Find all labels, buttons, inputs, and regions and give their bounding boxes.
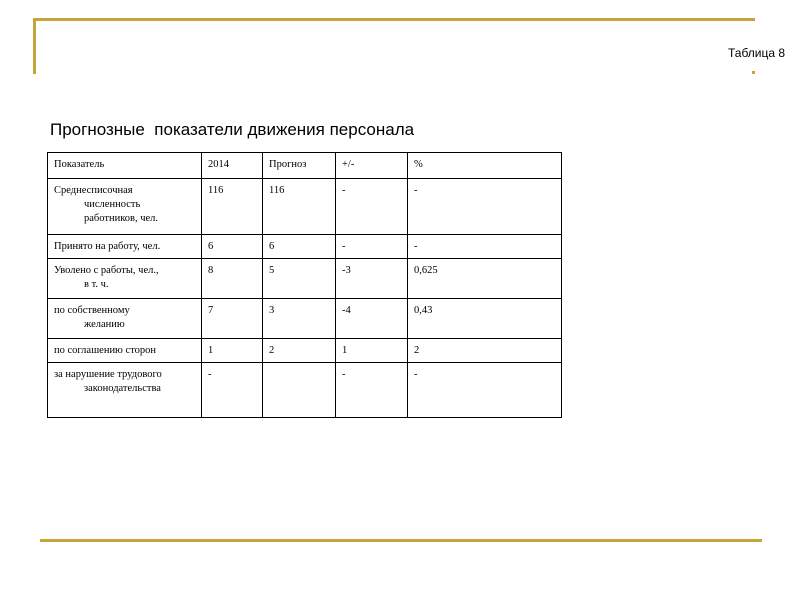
data-table bbox=[47, 152, 562, 418]
cell-delta: -4 bbox=[336, 299, 408, 339]
table-header-row bbox=[48, 153, 562, 179]
row-label-rest: в т. ч. bbox=[84, 279, 109, 290]
header-cell-indicator: Показатель bbox=[48, 153, 202, 179]
header-cell-delta: +/- bbox=[336, 153, 408, 179]
cell-forecast: 3 bbox=[263, 299, 336, 339]
row-label-first: по соглашению сторон bbox=[54, 345, 157, 356]
cell-percent: 2 bbox=[408, 339, 562, 363]
cell-2014: 8 bbox=[202, 259, 263, 299]
row-label-first: по собственному bbox=[54, 305, 130, 316]
table-row bbox=[48, 259, 562, 299]
row-label-rest: желанию bbox=[84, 319, 125, 330]
cell-percent: - bbox=[408, 179, 562, 235]
row-label-first: Уволено с работы, чел., bbox=[54, 265, 159, 276]
row-label-first: Принято на работу, чел. bbox=[54, 241, 161, 252]
cell-2014: 116 bbox=[202, 179, 263, 235]
table-number: Таблица 8 bbox=[728, 46, 786, 60]
cell-forecast: 2 bbox=[263, 339, 336, 363]
cell-forecast: 5 bbox=[263, 259, 336, 299]
row-label-cell bbox=[48, 339, 202, 363]
cell-percent: - bbox=[408, 363, 562, 418]
cell-percent: - bbox=[408, 235, 562, 259]
table-row bbox=[48, 179, 562, 235]
row-label-cell bbox=[48, 259, 202, 299]
table-row bbox=[48, 299, 562, 339]
table-row bbox=[48, 363, 562, 418]
table-row bbox=[48, 235, 562, 259]
row-label-cell bbox=[48, 299, 202, 339]
cell-percent: 0,625 bbox=[408, 259, 562, 299]
cell-delta: - bbox=[336, 363, 408, 418]
cell-forecast: 116 bbox=[263, 179, 336, 235]
left-decorative-rule bbox=[33, 18, 36, 74]
cell-delta: 1 bbox=[336, 339, 408, 363]
cell-2014: 1 bbox=[202, 339, 263, 363]
bottom-decorative-rule bbox=[40, 539, 762, 542]
cell-forecast bbox=[263, 363, 336, 418]
header-cell-2014: 2014 bbox=[202, 153, 263, 179]
cell-2014: - bbox=[202, 363, 263, 418]
cell-2014: 6 bbox=[202, 235, 263, 259]
cell-delta: -3 bbox=[336, 259, 408, 299]
cell-delta: - bbox=[336, 235, 408, 259]
cell-2014: 7 bbox=[202, 299, 263, 339]
page-title: Прогнозные показатели движения персонала bbox=[50, 120, 415, 139]
row-label-cell bbox=[48, 363, 202, 418]
row-label-first: Среднесписочная bbox=[54, 185, 133, 196]
row-label-first: за нарушение трудового bbox=[54, 369, 162, 380]
header-cell-percent: % bbox=[408, 153, 562, 179]
cell-forecast: 6 bbox=[263, 235, 336, 259]
row-label-rest: законодательства bbox=[84, 383, 161, 394]
row-label-cell bbox=[48, 179, 202, 235]
row-label-cell bbox=[48, 235, 202, 259]
header-cell-forecast: Прогноз bbox=[263, 153, 336, 179]
row-label-rest: численность работников, чел. bbox=[84, 199, 159, 224]
table-row bbox=[48, 339, 562, 363]
cell-delta: - bbox=[336, 179, 408, 235]
cell-percent: 0,43 bbox=[408, 299, 562, 339]
decorative-dot bbox=[752, 71, 755, 74]
top-decorative-rule bbox=[33, 18, 755, 21]
